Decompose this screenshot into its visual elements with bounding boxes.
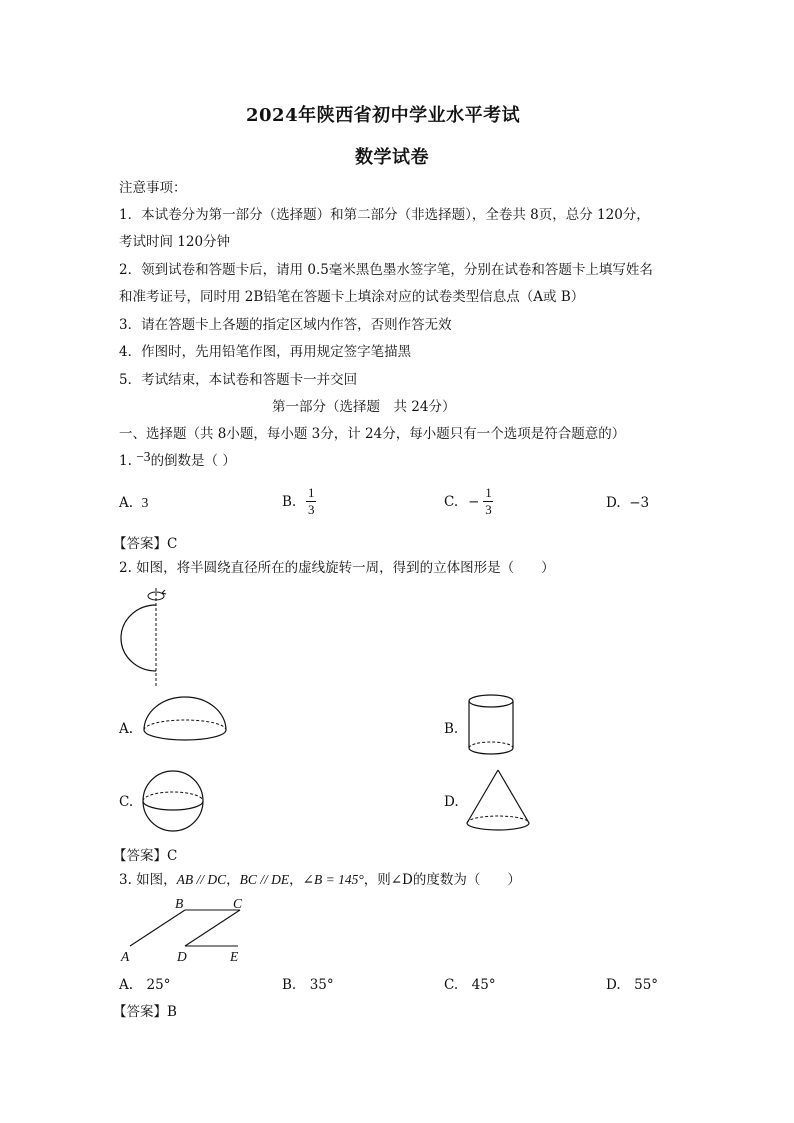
q1-expression: −3 bbox=[136, 449, 151, 464]
q1-option-d-label: D. bbox=[606, 495, 621, 511]
q3-separator-2: ， bbox=[289, 872, 303, 888]
q1-option-d[interactable] bbox=[606, 495, 649, 511]
q3-point-e: E bbox=[230, 949, 239, 964]
q3-condition-ab-dc: AB // DC bbox=[176, 872, 227, 887]
q1-option-b-denominator: 3 bbox=[307, 502, 315, 517]
q3-separator-1: ， bbox=[226, 872, 240, 888]
q3-point-a: A bbox=[121, 949, 130, 964]
q1-option-b[interactable] bbox=[282, 486, 316, 517]
q3-point-d: D bbox=[177, 949, 187, 964]
q2-option-d-label[interactable]: D. bbox=[444, 794, 459, 810]
q1-option-c-denominator: 3 bbox=[485, 502, 492, 517]
q1-option-b-numerator: 1 bbox=[307, 485, 315, 500]
q3-option-a[interactable]: A. 25° bbox=[119, 977, 171, 993]
page-title: 2024年陕西省初中学业水平考试 bbox=[246, 105, 521, 126]
q1-option-b-label: B. bbox=[282, 493, 297, 510]
q2-stem: 2. 如图，将半圆绕直径所在的虚线旋转一周，得到的立体图形是（ ） bbox=[119, 560, 555, 576]
q1-option-b-fraction bbox=[306, 486, 316, 517]
q3-option-d[interactable]: D. 55° bbox=[606, 977, 659, 993]
q1-option-c-sign: − bbox=[468, 493, 480, 510]
q1-option-a-value: 3 bbox=[141, 495, 149, 510]
section-heading: 一、选择题（共 8小题，每小题 3分，计 24分，每小题只有一个选项是符合题意的） bbox=[119, 426, 626, 442]
q1-number: 1. bbox=[119, 453, 132, 469]
q1-option-c-label: C. bbox=[444, 493, 459, 510]
notice-heading: 注意事项： bbox=[119, 180, 187, 196]
q2-option-c-sphere bbox=[140, 770, 210, 835]
q1-option-a-label: A. bbox=[119, 495, 134, 511]
q3-stem bbox=[119, 870, 521, 890]
q1-option-c-fraction bbox=[483, 486, 493, 517]
q1-option-c-numerator: 1 bbox=[485, 485, 492, 500]
q2-option-a-label[interactable]: A. bbox=[119, 721, 134, 737]
notice-item-2-cont: 和准考证号，同时用 2B铅笔在答题卡上填涂对应的试卷类型信息点（A或 B） bbox=[119, 289, 585, 305]
q3-point-b: B bbox=[175, 896, 184, 911]
notice-item-5: 5．考试结束，本试卷和答题卡一并交回 bbox=[119, 372, 358, 388]
q2-semicircle-figure bbox=[115, 585, 175, 690]
q3-answer: 【答案】B bbox=[113, 1004, 177, 1020]
notice-item-1: 1．本试卷分为第一部分（选择题）和第二部分（非选择题），全卷共 8页，总分 120分， bbox=[119, 207, 650, 223]
q3-condition-bc-de: BC // DE bbox=[239, 872, 290, 887]
q3-point-c: C bbox=[233, 896, 243, 911]
q1-question: 的倒数是（ ） bbox=[150, 453, 236, 469]
q3-stem-prefix: 3. 如图， bbox=[119, 872, 177, 888]
q1-option-d-value: −3 bbox=[629, 495, 650, 511]
q2-option-d-cone bbox=[463, 767, 533, 835]
q2-option-b-label[interactable]: B. bbox=[444, 721, 459, 737]
notice-item-3: 3．请在答题卡上各题的指定区域内作答，否则作答无效 bbox=[119, 317, 452, 333]
q1-option-c[interactable] bbox=[444, 486, 493, 517]
notice-item-2: 2．领到试卷和答题卡后，请用 0.5毫米黑色墨水签字笔，分别在试卷和答题卡上填写姓名 bbox=[119, 262, 653, 278]
q3-option-b[interactable]: B. 35° bbox=[282, 977, 334, 993]
notice-item-4: 4．作图时，先用铅笔作图，再用规定签字笔描黑 bbox=[119, 344, 412, 360]
q3-option-c[interactable]: C. 45° bbox=[444, 977, 496, 993]
q1-answer: 【答案】C bbox=[113, 536, 178, 552]
q3-condition-angle-b: ∠B = 145° bbox=[302, 872, 364, 887]
notice-item-1-cont: 考试时间 120分钟 bbox=[119, 234, 231, 250]
q3-stem-suffix: ，则∠D的度数为（ ） bbox=[363, 872, 521, 888]
page-subtitle: 数学试卷 bbox=[355, 147, 429, 168]
q2-option-b-cylinder bbox=[464, 692, 524, 760]
q1-stem bbox=[119, 451, 236, 471]
q2-option-a-hemisphere bbox=[140, 695, 230, 755]
q2-answer: 【答案】C bbox=[113, 848, 178, 864]
part1-heading: 第一部分（选择题 共 24分） bbox=[272, 399, 456, 415]
q1-option-a[interactable] bbox=[119, 495, 148, 511]
q2-option-c-label[interactable]: C. bbox=[119, 794, 134, 810]
